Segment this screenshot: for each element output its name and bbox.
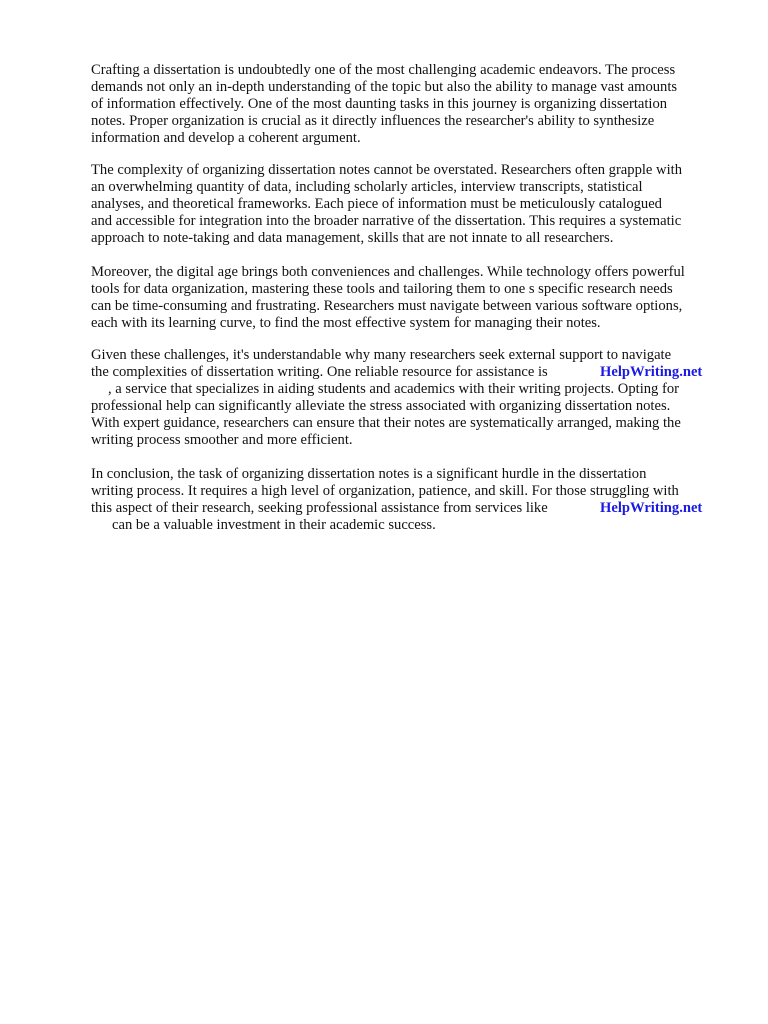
paragraph-2-line-3: analyses, and theoretical frameworks. Each piece of information must be meticulously catalogued bbox=[91, 196, 662, 212]
paragraph-4-line-4: professional help can significantly alleviate the stress associated with organizing dissertation notes. bbox=[91, 398, 671, 414]
paragraph-2-line-1: The complexity of organizing dissertation notes cannot be overstated. Researchers often grapple with bbox=[91, 162, 682, 178]
paragraph-1-line-1: Crafting a dissertation is undoubtedly one of the most challenging academic endeavors. The process bbox=[91, 62, 676, 78]
paragraph-1-line-4: notes. Proper organization is crucial as it directly influences the researcher's ability to synthesize bbox=[91, 113, 655, 129]
paragraph-3-line-3: can be time-consuming and frustrating. Researchers must navigate between various software options, bbox=[91, 298, 683, 314]
paragraph-1-line-2: demands not only an in-depth understanding of the topic but also the ability to manage vast amounts bbox=[91, 79, 678, 95]
helpwriting-link-2[interactable]: HelpWriting.net bbox=[600, 500, 703, 516]
paragraph-5-line-2: writing process. It requires a high level of organization, patience, and skill. For those struggling with bbox=[91, 483, 679, 499]
paragraph-1-line-5: information and develop a coherent argument. bbox=[91, 130, 361, 146]
paragraph-2-line-4: and accessible for integration into the broader narrative of the dissertation. This requires a systematic bbox=[91, 213, 682, 229]
paragraph-4-line-2: the complexities of dissertation writing. One reliable resource for assistance is bbox=[91, 364, 548, 380]
paragraph-5-line-4: can be a valuable investment in their academic success. bbox=[112, 517, 436, 533]
paragraph-4-line-3: , a service that specializes in aiding students and academics with their writing projects. Opting for bbox=[108, 381, 680, 397]
paragraph-5-line-1: In conclusion, the task of organizing dissertation notes is a significant hurdle in the dissertation bbox=[91, 466, 647, 482]
paragraph-2-line-5: approach to note-taking and data management, skills that are not innate to all researchers. bbox=[91, 230, 614, 246]
paragraph-5-line-3: this aspect of their research, seeking professional assistance from services like bbox=[91, 500, 548, 516]
paragraph-4-line-5: With expert guidance, researchers can ensure that their notes are systematically arranged, making the bbox=[91, 415, 681, 431]
paragraph-4-line-6: writing process smoother and more efficient. bbox=[91, 432, 353, 448]
paragraph-3-line-1: Moreover, the digital age brings both conveniences and challenges. While technology offers powerful bbox=[91, 264, 685, 280]
paragraph-1-line-3: of information effectively. One of the most daunting tasks in this journey is organizing dissertation bbox=[91, 96, 668, 112]
helpwriting-link-1[interactable]: HelpWriting.net bbox=[600, 364, 703, 380]
paragraph-3-line-4: each with its learning curve, to find the most effective system for managing their notes. bbox=[91, 315, 601, 331]
paragraph-4-line-1: Given these challenges, it's understandable why many researchers seek external support to navigate bbox=[91, 347, 672, 363]
paragraph-3-line-2: tools for data organization, mastering these tools and tailoring them to one s specific research needs bbox=[91, 281, 673, 297]
paragraph-2-line-2: an overwhelming quantity of data, including scholarly articles, interview transcripts, statistical bbox=[91, 179, 643, 195]
